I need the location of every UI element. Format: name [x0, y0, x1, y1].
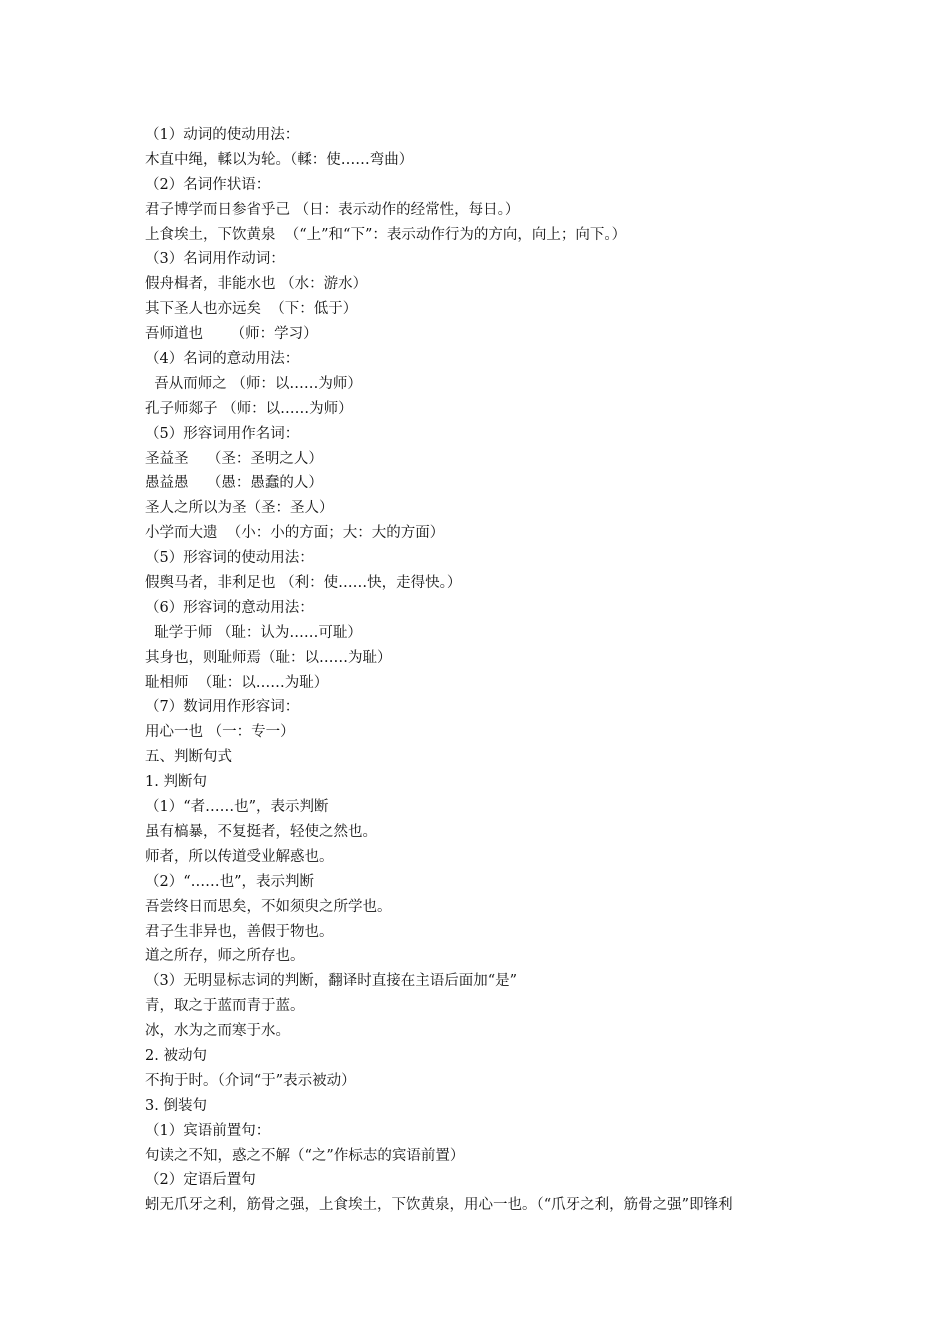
line-adjective-causative-heading: （5）形容词的使动用法： — [145, 550, 314, 567]
text-line: 用心一也 （一：专一） — [145, 724, 295, 741]
line-numeral-as-adjective-heading: （7）数词用作形容词： — [145, 699, 300, 716]
text-line: 吾从而师之 （师：以……为师） — [145, 375, 362, 392]
line-noun-adverbial-heading: （2）名词作状语： — [145, 176, 271, 193]
text-line: 君子博学而日参省乎己 （日：表示动作的经常性，每日。） — [145, 201, 520, 218]
text-line: 蚓无爪牙之利，筋骨之强，上食埃土，下饮黄泉，用心一也。（“爪牙之利，筋骨之强”即锋利 — [145, 1197, 733, 1214]
text-line: 句读之不知，惑之不解（“之”作标志的宾语前置） — [145, 1147, 465, 1164]
text-line: 上食埃土，下饮黄泉 （“上”和“下”：表示动作行为的方向，向上；向下。） — [145, 226, 627, 243]
text-line: 其下圣人也亦远矣 （下：低于） — [145, 301, 358, 318]
text-line: 不拘于时。（介词“于”表示被动） — [145, 1072, 356, 1089]
line-adjective-as-noun-heading: （5）形容词用作名词： — [145, 425, 300, 442]
line-adjective-putative-heading: （6）形容词的意动用法： — [145, 599, 314, 616]
text-line: 假舆马者，非利足也 （利：使……快，走得快。） — [145, 575, 462, 592]
text-line: 君子生非异也，善假于物也。 — [145, 923, 334, 940]
text-line: 耻相师 （耻：以……为耻） — [145, 674, 329, 691]
text-line: 圣人之所以为圣（圣：圣人） — [145, 500, 334, 517]
text-line: 师者，所以传道受业解惑也。 — [145, 848, 334, 865]
text-line: 孔子师郯子 （师：以……为师） — [145, 400, 353, 417]
document-body — [145, 123, 825, 1218]
line-causative-verb-heading: （1）动词的使动用法： — [145, 127, 300, 143]
text-line: 假舟楫者，非能水也 （水：游水） — [145, 276, 368, 293]
line-noun-putative-heading: （4）名词的意动用法： — [145, 351, 300, 368]
text-line: 愚益愚 （愚：愚蠢的人） — [145, 475, 323, 492]
line-noun-as-verb-heading: （3）名词用作动词： — [145, 251, 285, 268]
text-line: 道之所存，师之所存也。 — [145, 948, 305, 965]
subsection-heading: 2. 被动句 — [145, 1047, 207, 1064]
text-line: 耻学于师 （耻：认为……可耻） — [145, 624, 362, 641]
text-line: （3）无明显标志词的判断，翻译时直接在主语后面加“是” — [145, 973, 518, 990]
text-line: 青，取之于蓝而青于蓝。 — [145, 998, 305, 1015]
text-line: 小学而大遗 （小：小的方面；大：大的方面） — [145, 525, 445, 542]
text-line: （1）宾语前置句： — [145, 1122, 271, 1139]
text-line: 虽有槁暴，不复挺者，轻使之然也。 — [145, 823, 377, 840]
text-line: 吾师道也 （师：学习） — [145, 326, 318, 343]
text-line: 其身也，则耻师焉（耻：以……为耻） — [145, 649, 392, 666]
text-line: 冰，水为之而寒于水。 — [145, 1023, 290, 1040]
text-line: （2）定语后置句 — [145, 1172, 256, 1189]
text-line: 吾尝终日而思矣，不如须臾之所学也。 — [145, 898, 392, 915]
text-line: （1）“者……也”，表示判断 — [145, 799, 329, 816]
subsection-heading: 3. 倒装句 — [145, 1097, 207, 1114]
section-heading-judgment: 五、判断句式 — [145, 749, 232, 766]
text-line: （2）“……也”，表示判断 — [145, 873, 315, 890]
text-line: 木直中绳，輮以为轮。（輮：使……弯曲） — [145, 151, 414, 168]
subsection-heading: 1. 判断句 — [145, 774, 207, 791]
text-line: 圣益圣 （圣：圣明之人） — [145, 450, 323, 467]
